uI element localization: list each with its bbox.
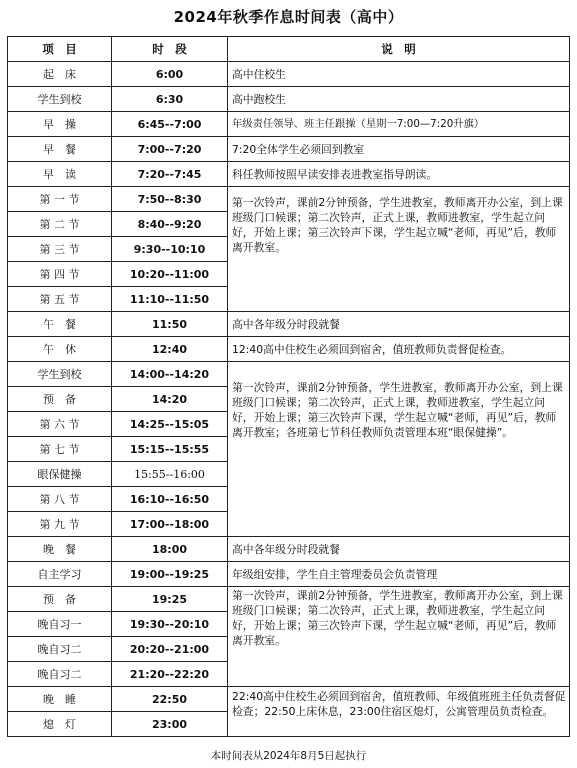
- row-item: 早 操: [8, 112, 112, 137]
- row-time: 11:50: [112, 312, 228, 337]
- effective-date-note: 本时间表从2024年8月5日起执行: [210, 750, 367, 762]
- row-item: 第 五 节: [8, 287, 112, 312]
- row-time: 6:30: [112, 87, 228, 112]
- header-item: 项 目: [8, 37, 112, 62]
- merged-note-morning: 第一次铃声，课前2分钟预备，学生进教室，教师离开办公室，到上课班级门口候课；第二次铃声，正式上课，教师进教室，学生起立问好，开始上课；第三次铃声下课，学生起立喊“老师，再见”后，教师离开教室。: [228, 187, 570, 312]
- row-note: 科任教师按照早读安排表进教室指导朗读。: [228, 162, 570, 187]
- merged-note-night: [228, 687, 570, 737]
- row-time: 16:10--16:50: [112, 487, 228, 512]
- row-note: 高中跑校生: [228, 87, 570, 112]
- row-time: 10:20--11:00: [112, 262, 228, 287]
- table-row: [8, 537, 570, 562]
- table-row: [8, 137, 570, 162]
- row-item: 第 四 节: [8, 262, 112, 287]
- row-time: 20:20--21:00: [112, 637, 228, 662]
- table-row: [8, 587, 570, 612]
- row-item: 学生到校: [8, 87, 112, 112]
- row-time: 11:10--11:50: [112, 287, 228, 312]
- row-item: 第 三 节: [8, 237, 112, 262]
- row-time: 14:20: [112, 387, 228, 412]
- merged-note-afternoon: 第一次铃声，课前2分钟预备，学生进教室，教师离开办公室，到上课班级门口候课；第二次铃声，正式上课，教师进教室，学生起立问好，开始上课；第三次铃声下课，学生起立喊“老师，再见”后，教师离开教室；各班第七节科任教师负责管理本班“眼保健操”。: [228, 362, 570, 537]
- header-time: 时 段: [112, 37, 228, 62]
- row-item: 第 一 节: [8, 187, 112, 212]
- merged-note-evening-text: 第一次铃声，课前2分钟预备，学生进教室，教师离开办公室，到上课班级门口候课；第二次铃声，正式上课，教师进教室，学生起立问好，开始上课；第三次铃声下课，学生起立喊“老师，再见”后，教师离开教室。: [232, 589, 563, 647]
- row-item: 早 餐: [8, 137, 112, 162]
- row-item: 第 九 节: [8, 512, 112, 537]
- table-row: [8, 562, 570, 587]
- merged-note-night-text: 22:40高中住校生必须回到宿舍，值班教师、年级值班班主任负责督促检查；22:50上床休息，23:00住宿区熄灯，公寓管理员负责检查。: [232, 690, 566, 718]
- table-row: [8, 62, 570, 87]
- row-note: 7:20全体学生必须回到教室: [228, 137, 570, 162]
- row-item: 晚自习二: [8, 637, 112, 662]
- row-time: 12:40: [112, 337, 228, 362]
- table-header-row: [8, 37, 570, 62]
- row-time: 21:20--22:20: [112, 662, 228, 687]
- row-item: 第 二 节: [8, 212, 112, 237]
- row-time: 7:00--7:20: [112, 137, 228, 162]
- table-row: [8, 312, 570, 337]
- row-time: 8:40--9:20: [112, 212, 228, 237]
- row-time: 14:25--15:05: [112, 412, 228, 437]
- row-item: 预 备: [8, 387, 112, 412]
- row-note: 年级责任领导、班主任跟操（星期一7:00—7:20升旗）: [228, 112, 570, 137]
- row-item: 晚 餐: [8, 537, 112, 562]
- table-row: [8, 687, 570, 712]
- row-item: 早 读: [8, 162, 112, 187]
- page-title: 2024年秋季作息时间表（高中）: [173, 8, 404, 26]
- row-note: 高中各年级分时段就餐: [228, 537, 570, 562]
- row-item: 第 八 节: [8, 487, 112, 512]
- row-item: 午 休: [8, 337, 112, 362]
- row-item: 起 床: [8, 62, 112, 87]
- row-time: 15:15--15:55: [112, 437, 228, 462]
- row-item: 晚自习一: [8, 612, 112, 637]
- row-time: 6:00: [112, 62, 228, 87]
- row-time: 17:00--18:00: [112, 512, 228, 537]
- row-time: 19:00--19:25: [112, 562, 228, 587]
- row-item: 第 七 节: [8, 437, 112, 462]
- row-item: 晚 睡: [8, 687, 112, 712]
- table-row: [8, 87, 570, 112]
- row-time: 14:00--14:20: [112, 362, 228, 387]
- row-note: 12:40高中住校生必须回到宿舍，值班教师负责督促检查。: [228, 337, 570, 362]
- row-item: 第 六 节: [8, 412, 112, 437]
- table-row: [8, 362, 570, 387]
- row-time: 22:50: [112, 687, 228, 712]
- row-item: 预 备: [8, 587, 112, 612]
- merged-note-evening: [228, 587, 570, 687]
- row-note: 高中各年级分时段就餐: [228, 312, 570, 337]
- row-item: 自主学习: [8, 562, 112, 587]
- row-item: 学生到校: [8, 362, 112, 387]
- schedule-table: [7, 36, 570, 737]
- row-time: 19:25: [112, 587, 228, 612]
- header-note: 说 明: [228, 37, 570, 62]
- row-time: 19:30--20:10: [112, 612, 228, 637]
- row-note: 高中住校生: [228, 62, 570, 87]
- row-time: 18:00: [112, 537, 228, 562]
- row-time: 7:50--8:30: [112, 187, 228, 212]
- table-row: [8, 337, 570, 362]
- table-row: [8, 187, 570, 212]
- row-time: 23:00: [112, 712, 228, 737]
- table-row: [8, 162, 570, 187]
- row-time: 15:55--16:00: [112, 462, 228, 487]
- row-time: 9:30--10:10: [112, 237, 228, 262]
- row-time: 6:45--7:00: [112, 112, 228, 137]
- row-item: 午 餐: [8, 312, 112, 337]
- row-item: 晚自习二: [8, 662, 112, 687]
- table-row: [8, 112, 570, 137]
- row-item: 眼保健操: [8, 462, 112, 487]
- row-note: 年级组安排，学生自主管理委员会负责管理: [228, 562, 570, 587]
- row-time: 7:20--7:45: [112, 162, 228, 187]
- row-item: 熄 灯: [8, 712, 112, 737]
